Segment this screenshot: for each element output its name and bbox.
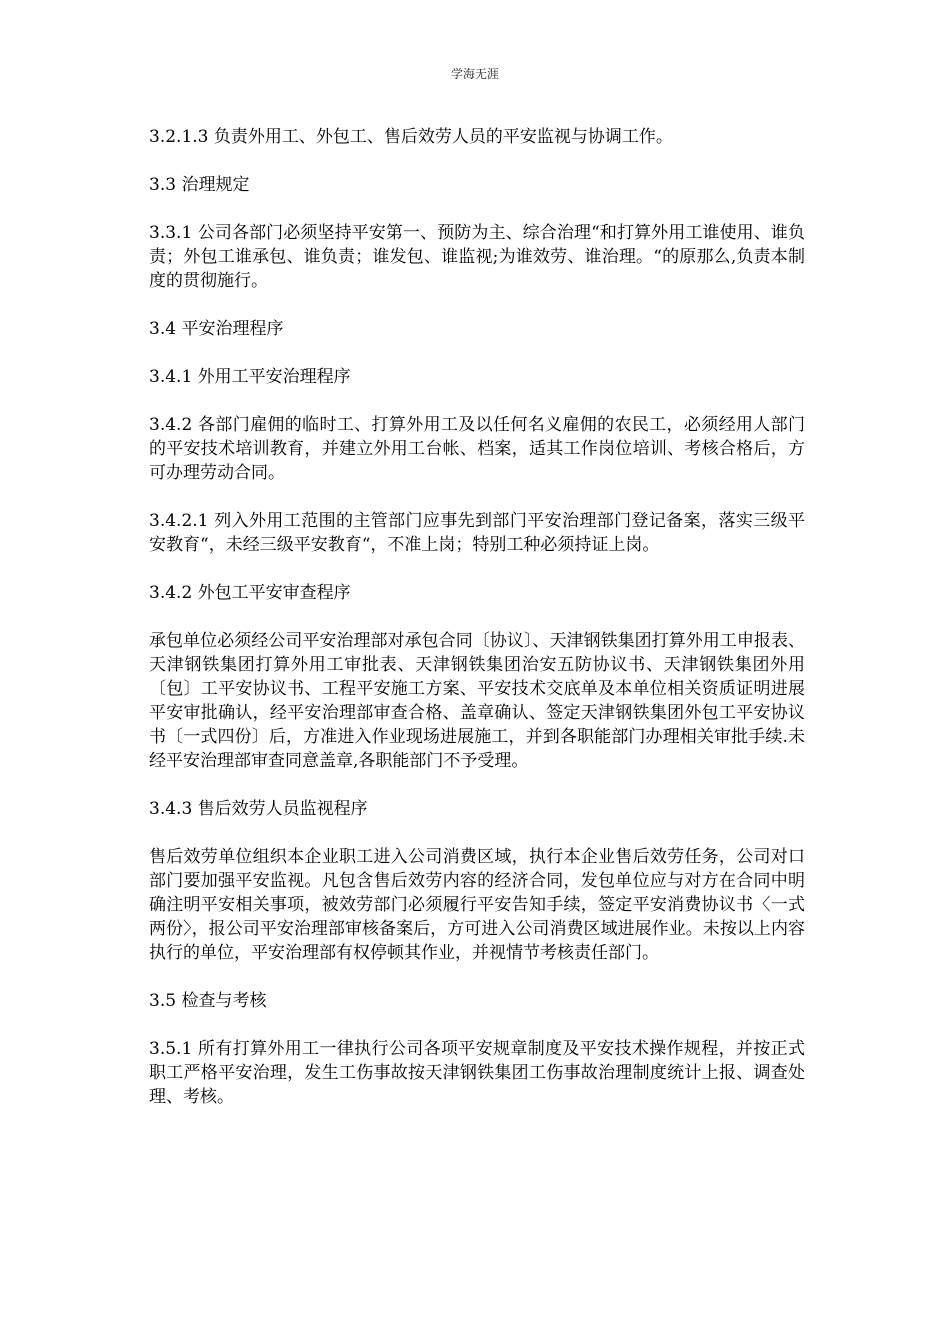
heading-3-4-3: 3.4.3 售后效劳人员监视程序 [149, 799, 368, 819]
document-body [149, 125, 805, 1133]
heading-3-3: 3.3 治理规定 [149, 175, 250, 195]
heading-3-5: 3.5 检查与考核 [149, 991, 267, 1011]
paragraph-3-4-2: 3.4.2 各部门雇佣的临时工、打算外用工及以任何名义雇佣的农民工，必须经用人部门的平安技术培训教育，并建立外用工台帐、档案，适其工作岗位培训、考核合格后，方可办理劳动合同。 [149, 415, 805, 483]
paragraph-3-3-1: 3.3.1 公司各部门必须坚持平安第一、预防为主、综合治理“和打算外用工谁使用、谁负责；外包工谁承包、谁负责；谁发包、谁监视;为谁效劳、谁治理。“的原那么,负责本制度的贯彻施行。 [149, 223, 805, 291]
paragraph-contractor-review: 承包单位必须经公司平安治理部对承包合同〔协议〕、天津钢铁集团打算外用工申报表、天津钢铁集团打算外用工审批表、天津钢铁集团治安五防协议书、天津钢铁集团外用〔包〕工平安协议书、工程平安施工方案、平安技术交底单及本单位相关资质证明进展平安审批确认，经平安治理部审查合格、盖章确认、签定天津钢铁集团外包工平安协议书〔一式四份〕后，方准进入作业现场进展施工，并到各职能部门办理相关审批手续.未经平安治理部审查同意盖章,各职能部门不予受理。 [149, 631, 805, 771]
page-header: 学海无涯 [450, 67, 499, 81]
heading-3-4-2-outsourcing: 3.4.2 外包工平安审查程序 [149, 583, 351, 603]
paragraph-3-5-1: 3.5.1 所有打算外用工一律执行公司各项平安规章制度及平安技术操作规程，并按正式职工严格平安治理，发生工伤事故按天津钢铁集团工伤事故治理制度统计上报、调查处理、考核。 [149, 1039, 805, 1107]
paragraph-3-2-1-3: 3.2.1.3 负责外用工、外包工、售后效劳人员的平安监视与协调工作。 [149, 127, 673, 147]
heading-3-4-1: 3.4.1 外用工平安治理程序 [149, 367, 351, 387]
paragraph-3-4-2-1: 3.4.2.1 列入外用工范围的主管部门应事先到部门平安治理部门登记备案，落实三级平安教育“，未经三级平安教育“，不准上岗；特别工种必须持证上岗。 [149, 511, 805, 555]
heading-3-4: 3.4 平安治理程序 [149, 319, 284, 339]
paragraph-after-sales: 售后效劳单位组织本企业职工进入公司消费区域，执行本企业售后效劳任务，公司对口部门要加强平安监视。凡包含售后效劳内容的经济合同，发包单位应与对方在合同中明确注明平安相关事项，被效劳部门必须履行平安告知手续，签定平安消费协议书〈一式两份〉，报公司平安治理部审核备案后，方可进入公司消费区域进展作业。未按以上内容执行的单位，平安治理部有权停顿其作业，并视情节考核责任部门。 [149, 847, 805, 963]
